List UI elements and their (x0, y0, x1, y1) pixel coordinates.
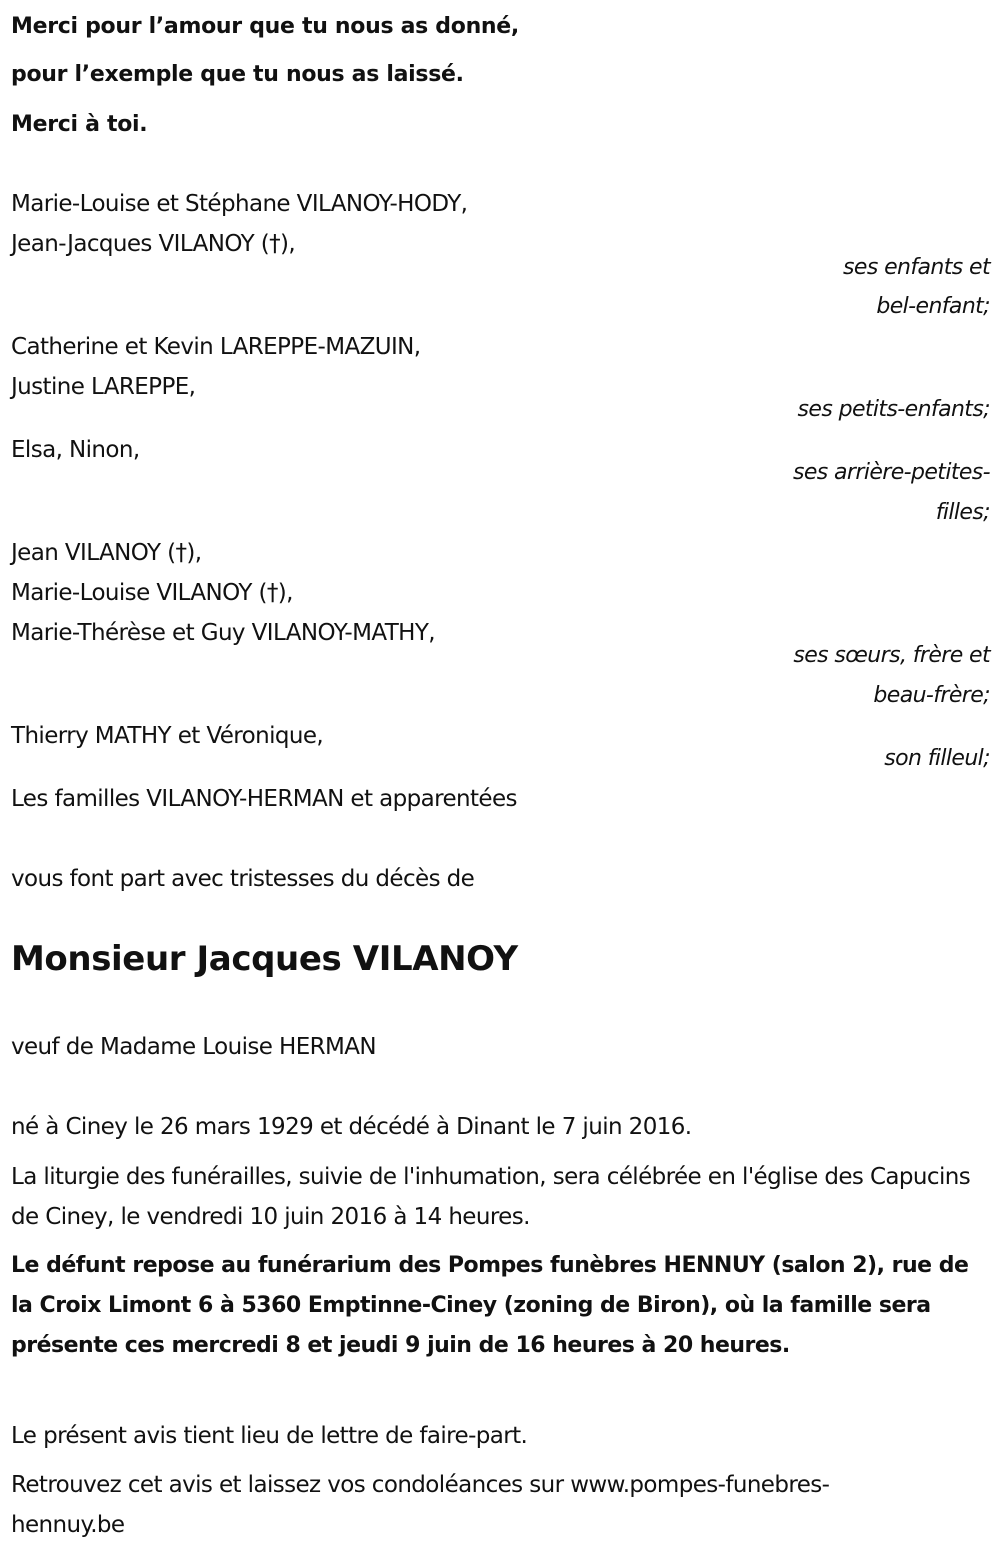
widower-line: veuf de Madame Louise HERMAN (11, 1034, 376, 1060)
birth-death-line: né à Ciney le 26 mars 1929 et décédé à Dinant le 7 juin 2016. (11, 1114, 692, 1140)
families-line: Les familles VILANOY-HERMAN et apparentées (11, 786, 517, 812)
dedication-line-1: Merci pour l’amour que tu nous as donné, (11, 14, 519, 39)
dedication-line-3: Merci à toi. (11, 112, 148, 137)
family-name: Thierry MATHY et Véronique, (11, 723, 324, 749)
family-name: Elsa, Ninon, (11, 437, 140, 463)
notice-paragraph: Le présent avis tient lieu de lettre de faire-part. (11, 1423, 528, 1449)
relation-label: ses enfants et (843, 255, 990, 280)
family-name: Jean VILANOY (†), (11, 540, 202, 566)
relation-label: ses sœurs, frère et (793, 643, 990, 668)
family-name: Marie-Thérèse et Guy VILANOY-MATHY, (11, 620, 436, 646)
visitation-paragraph: Le défunt repose au funérarium des Pompes funèbres HENNUY (salon 2), rue de la Croix Limont 6 à 5360 Emptinne-Ciney (zoning de Biron), où la famille sera présente ces mercredi 8 et jeudi 9 juin de 16 heures à 20 heures. (11, 1253, 969, 1358)
relation-label: son filleul; (884, 746, 990, 771)
family-name: Marie-Louise VILANOY (†), (11, 580, 293, 606)
family-name: Justine LAREPPE, (11, 374, 196, 400)
relation-label: filles; (935, 500, 990, 525)
relation-label: ses petits-enfants; (797, 397, 990, 422)
relation-label: ses arrière-petites- (793, 460, 990, 485)
deceased-name: Monsieur Jacques VILANOY (11, 939, 518, 979)
relation-label: beau-frère; (873, 683, 990, 708)
condolences-paragraph: Retrouvez cet avis et laissez vos condoléances sur www.pompes-funebres-hennuy.be (11, 1472, 830, 1538)
relation-label: bel-enfant; (876, 294, 990, 319)
announcement-line: vous font part avec tristesses du décès de (11, 866, 475, 892)
family-name: Marie-Louise et Stéphane VILANOY-HODY, (11, 191, 468, 217)
funeral-paragraph: La liturgie des funérailles, suivie de l'inhumation, sera célébrée en l'église des Capucins de Ciney, le vendredi 10 juin 2016 à 14 heures. (11, 1164, 971, 1230)
family-name: Jean-Jacques VILANOY (†), (11, 231, 296, 257)
dedication-line-2: pour l’exemple que tu nous as laissé. (11, 62, 464, 87)
family-name: Catherine et Kevin LAREPPE-MAZUIN, (11, 334, 421, 360)
